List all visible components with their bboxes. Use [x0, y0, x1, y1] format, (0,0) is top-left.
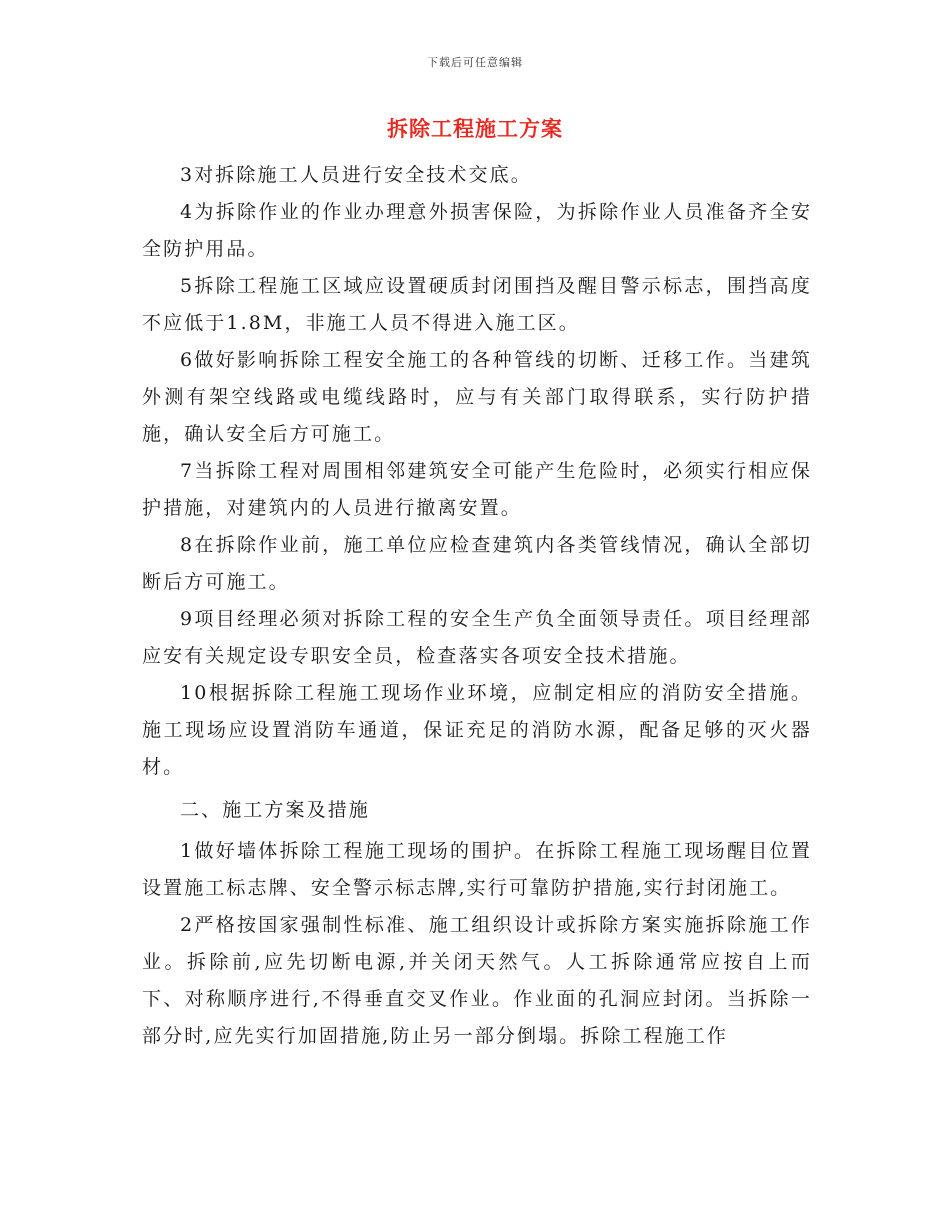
paragraph: 2严格按国家强制性标准、施工组织设计或拆除方案实施拆除施工作业。拆除前,应先切断电源,并关闭天然气。人工拆除通常应按自上而下、对称顺序进行,不得垂直交叉作业。作业面的孔洞应封闭。当拆除一部分时,应先实行加固措施,防止另一部分倒塌。拆除工程施工作 [142, 914, 812, 1047]
document-title: 拆除工程施工方案 [387, 116, 563, 141]
paragraph: 6做好影响拆除工程安全施工的各种管线的切断、迁移工作。当建筑外测有架空线路或电缆线路时，应与有关部门取得联系，实行防护措施，确认安全后方可施工。 [142, 349, 812, 445]
paragraph: 7当拆除工程对周围相邻建筑安全可能产生危险时，必须实行相应保护措施，对建筑内的人员进行撤离安置。 [142, 460, 812, 519]
paragraph: 3对拆除施工人员进行安全技术交底。 [180, 164, 532, 186]
paragraph: 10根据拆除工程施工现场作业环境，应制定相应的消防安全措施。施工现场应设置消防车通道，保证充足的消防水源，配备足够的灭火器材。 [142, 682, 812, 778]
paragraph: 5拆除工程施工区域应设置硬质封闭围挡及醒目警示标志，围挡高度不应低于1.8M，非施工人员不得进入施工区。 [142, 275, 812, 334]
header-note: 下载后可任意编辑 [427, 56, 523, 69]
section-heading: 二、施工方案及措施 [180, 799, 370, 821]
paragraph: 9项目经理必须对拆除工程的安全生产负全面领导责任。项目经理部应安有关规定设专职安全员，检查落实各项安全技术措施。 [142, 608, 812, 667]
paragraph: 4为拆除作业的作业办理意外损害保险，为拆除作业人员准备齐全安全防护用品。 [142, 201, 812, 260]
document-body [142, 157, 812, 1055]
paragraph: 8在拆除作业前，施工单位应检查建筑内各类管线情况，确认全部切断后方可施工。 [142, 534, 812, 593]
paragraph: 1做好墙体拆除工程施工现场的围护。在拆除工程施工现场醒目位置设置施工标志牌、安全警示标志牌,实行可靠防护措施,实行封闭施工。 [142, 840, 812, 899]
